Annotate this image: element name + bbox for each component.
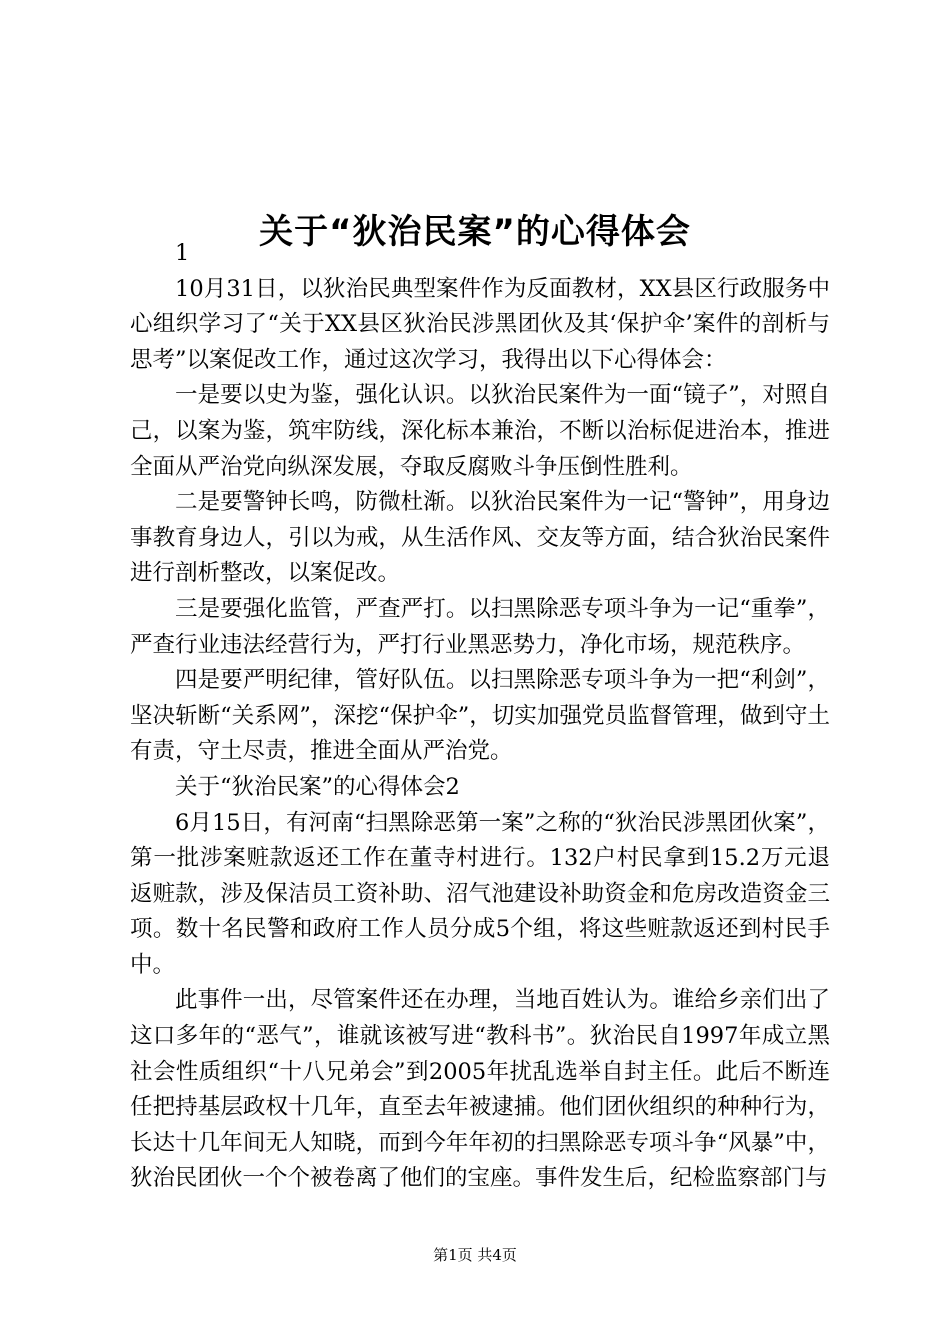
document-title: 关于“狄治民案”的心得体会 — [259, 211, 691, 252]
section-heading-2: 关于“狄治民案”的心得体会2 — [175, 773, 460, 800]
page-footer: 第1页 共4页 — [433, 1246, 517, 1264]
paragraph-intro: 10月31日，以狄治民典型案件作为反面教材，XX县区行政服务中心组织学习了“关于XX县区狄治民涉黑团伙及其‘保护伞’案件的剖析与思考”以案促改工作，通过这次学习，我得出以下心得体会： — [130, 275, 830, 373]
paragraph-case-refund: 6月15日，有河南“扫黑除恶第一案”之称的“狄治民涉黑团伙案”，第一批涉案赃款返还工作在董寺村进行。132户村民拿到15.2万元退返赃款，涉及保洁员工资补助、沼气池建设补助资金和危房改造资金三项。数十名民警和政府工作人员分成5个组，将这些赃款返还到村民手中。 — [130, 809, 830, 978]
paragraph-section-number: 1 — [175, 240, 190, 266]
paragraph-case-history: 此事件一出，尽管案件还在办理，当地百姓认为。谁给乡亲们出了这口多年的“恶气”，谁就该被写进“教科书”。狄治民自1997年成立黑社会性质组织“十八兄弟会”到2005年扰乱选举自封主任。此后不断连任把持基层政权十几年，直至去年被逮捕。他们团伙组织的种种行为，长达十几年间无人知晓，而到今年年初的扫黑除恶专项斗争“风暴”中，狄治民团伙一个个被卷离了他们的宝座。事件发生后，纪检监察部门与 — [130, 987, 830, 1192]
paragraph-point-four: 四是要严明纪律，管好队伍。以扫黑除恶专项斗争为一把“利剑”，坚决斩断“关系网”，深挖“保护伞”，切实加强党员监督管理，做到守土有责，守土尽责，推进全面从严治党。 — [130, 667, 830, 765]
document-body — [130, 236, 830, 1197]
paragraph-point-one: 一是要以史为鉴，强化认识。以狄治民案件为一面“镜子”，对照自己，以案为鉴，筑牢防线，深化标本兼治，不断以治标促进治本，推进全面从严治党向纵深发展，夺取反腐败斗争压倒性胜利。 — [130, 382, 830, 480]
paragraph-point-two: 二是要警钟长鸣，防微杜渐。以狄治民案件为一记“警钟”，用身边事教育身边人，引以为戒，从生活作风、交友等方面，结合狄治民案件进行剖析整改，以案促改。 — [130, 489, 830, 587]
paragraph-point-three: 三是要强化监管，严查严打。以扫黑除恶专项斗争为一记“重拳”，严查行业违法经营行为，严打行业黑恶势力，净化市场，规范秩序。 — [130, 595, 830, 658]
